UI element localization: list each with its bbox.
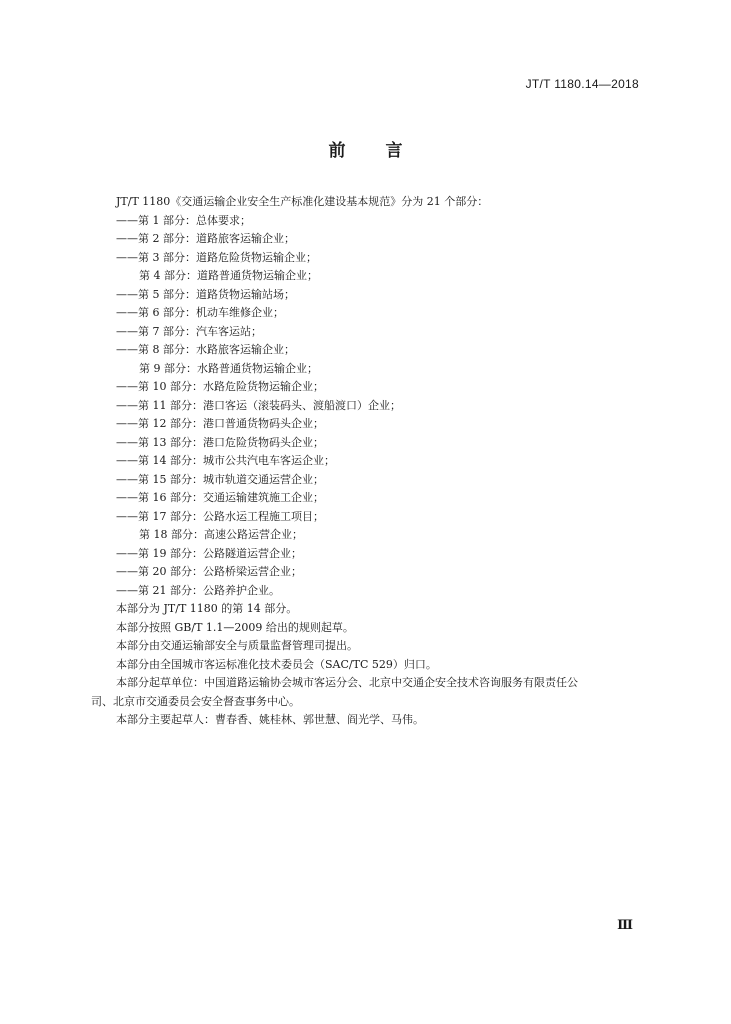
part-item: 第 4 部分：道路普通货物运输企业； [139, 269, 318, 282]
foreword-body [91, 193, 641, 730]
part-item: ——第 7 部分：汽车客运站； [116, 324, 262, 338]
standard-code: JT/T 1180.14—2018 [525, 77, 639, 91]
part-item: ——第 10 部分：水路危险货物运输企业； [116, 380, 324, 393]
drafting-units-line: 本部分起草单位：中国道路运输协会城市客运分会、北京中交通企安全技术咨询服务有限责任公 [116, 676, 578, 689]
part-item: ——第 16 部分：交通运输建筑施工企业； [116, 491, 324, 504]
drafting-units-line: 司、北京市交通委员会安全督查事务中心。 [91, 694, 300, 708]
statement-proposer: 本部分由交通运输部安全与质量监督管理司提出。 [116, 639, 358, 652]
drafting-units-paragraph [91, 674, 641, 711]
part-item: ——第 8 部分：水路旅客运输企业； [116, 343, 295, 356]
part-item: ——第 12 部分：港口普通货物码头企业； [116, 417, 324, 430]
part-item: ——第 6 部分：机动车维修企业； [116, 306, 284, 319]
part-item: ——第 19 部分：公路隧道运营企业； [116, 546, 302, 560]
statement-part-number: 本部分为 JT/T 1180 的第 14 部分。 [116, 602, 298, 615]
part-item: ——第 14 部分：城市公共汽电车客运企业； [116, 454, 335, 467]
part-item: ——第 11 部分：港口客运（滚装码头、渡船渡口）企业； [116, 398, 401, 412]
drafters-paragraph: 本部分主要起草人：曹春香、姚桂林、郭世慧、阎光学、马伟。 [116, 713, 424, 726]
part-item: ——第 5 部分：道路货物运输站场； [116, 287, 295, 301]
statement-centralized-unit: 本部分由全国城市客运标准化技术委员会（SAC/TC 529）归口。 [116, 657, 437, 671]
intro-paragraph: JT/T 1180《交通运输企业安全生产标准化建设基本规范》分为 21 个部分： [116, 195, 489, 208]
part-item: 第 9 部分：水路普通货物运输企业； [139, 361, 318, 375]
page-number: Ⅲ [617, 918, 633, 933]
part-item: ——第 20 部分：公路桥梁运营企业； [116, 565, 302, 578]
statement-drafting-rules: 本部分按照 GB/T 1.1—2009 给出的规则起草。 [116, 620, 354, 634]
part-item: ——第 2 部分：道路旅客运输企业； [116, 232, 295, 245]
part-item: ——第 21 部分：公路养护企业。 [116, 583, 280, 597]
part-item: ——第 15 部分：城市轨道交通运营企业； [116, 472, 324, 486]
part-item: ——第 3 部分：道路危险货物运输企业； [116, 250, 317, 264]
part-item: ——第 1 部分：总体要求； [116, 213, 251, 227]
part-item: 第 18 部分：高速公路运营企业； [139, 528, 303, 541]
part-item: ——第 17 部分：公路水运工程施工项目； [116, 509, 324, 523]
page-title: 前言 [328, 141, 443, 161]
part-item: ——第 13 部分：港口危险货物码头企业； [116, 435, 324, 449]
